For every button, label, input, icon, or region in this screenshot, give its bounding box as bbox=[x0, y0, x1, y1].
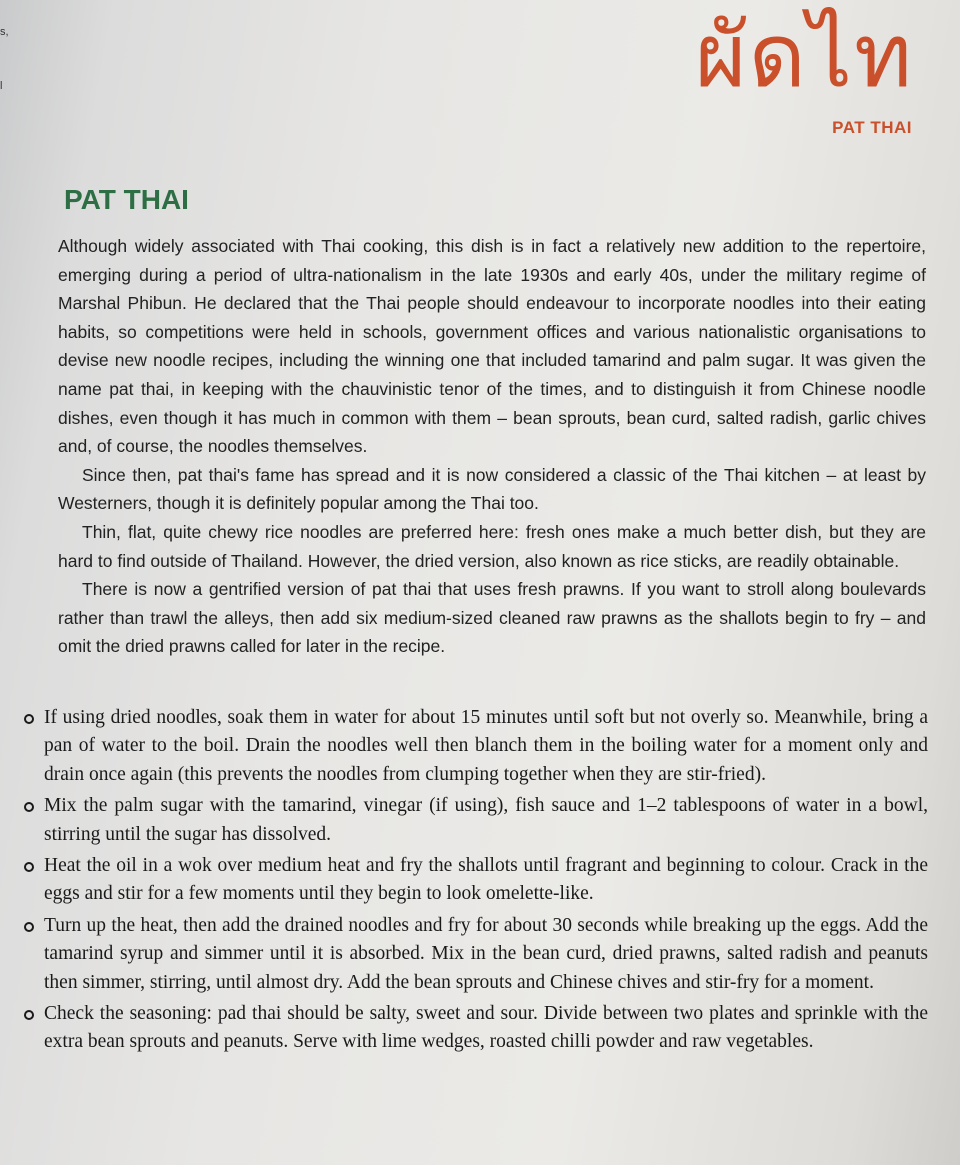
method-step bbox=[22, 792, 928, 849]
bullet-icon bbox=[24, 922, 34, 932]
method-steps bbox=[22, 704, 928, 1060]
bullet-icon bbox=[24, 714, 34, 724]
step-text: If using dried noodles, soak them in water for about 15 minutes until soft but not overly so. Meanwhile, bring a pan of water to the boil. Drain the noodles well then blanch them in the boiling water for a moment only and drain once again (this prevents the noodles from clumping together when they are stir-fried). bbox=[44, 707, 928, 785]
intro-paragraph: Since then, pat thai's fame has spread and it is now considered a classic of the Thai kitchen – at least by Westerners, though it is definitely popular among the Thai too. bbox=[58, 464, 926, 514]
recipe-introduction bbox=[58, 232, 926, 661]
method-step bbox=[22, 912, 928, 997]
method-step bbox=[22, 852, 928, 909]
step-text: Heat the oil in a wok over medium heat and fry the shallots until fragrant and beginning to colour. Crack in the eggs and stir for a few moments until they begin to look omelette-like. bbox=[44, 855, 928, 905]
step-text: Check the seasoning: pad thai should be salty, sweet and sour. Divide between two plates and sprinkle with the extra bean sprouts and peanuts. Serve with lime wedges, roasted chilli powder and raw vegetables. bbox=[44, 1003, 928, 1053]
thai-title: ผัดไท bbox=[695, 4, 914, 107]
method-step bbox=[22, 1000, 928, 1057]
recipe-title: PAT THAI bbox=[64, 184, 189, 215]
bullet-icon bbox=[24, 1010, 34, 1020]
bullet-icon bbox=[24, 862, 34, 872]
margin-fragment: l bbox=[0, 80, 3, 92]
method-step bbox=[22, 704, 928, 789]
intro-paragraph: Thin, flat, quite chewy rice noodles are preferred here: fresh ones make a much better dish, but they are hard to find outside of Thailand. However, the dried version, also known as rice sticks, are readily obtainable. bbox=[58, 521, 926, 571]
intro-paragraph: Although widely associated with Thai cooking, this dish is in fact a relatively new addition to the repertoire, emerging during a period of ultra-nationalism in the late 1930s and early 40s, under the military regime of Marshal Phibun. He declared that the Thai people should endeavour to incorporate noodles into their eating habits, so competitions were held in schools, government offices and various nationalistic organisations to devise new noodle recipes, including the winning one that included tamarind and palm sugar. It was given the name pat thai, in keeping with the chauvinistic tenor of the times, and to distinguish it from Chinese noodle dishes, even though it has much in common with them – bean sprouts, bean curd, salted radish, garlic chives and, of course, the noodles themselves. bbox=[58, 236, 926, 457]
bullet-icon bbox=[24, 802, 34, 812]
facing-page-margin bbox=[0, 0, 12, 120]
step-text: Turn up the heat, then add the drained noodles and fry for about 30 seconds while breaking up the eggs. Add the tamarind syrup and simmer until it is absorbed. Mix in the bean curd, dried prawns, salted radish and peanuts then simmer, stirring, until almost dry. Add the bean sprouts and Chinese chives and stir-fry for a moment. bbox=[44, 914, 928, 993]
step-text: Mix the palm sugar with the tamarind, vinegar (if using), fish sauce and 1–2 tablespoons of water in a bowl, stirring until the sugar has dissolved. bbox=[44, 795, 928, 845]
intro-paragraph: There is now a gentrified version of pat thai that uses fresh prawns. If you want to stroll along boulevards rather than trawl the alleys, then add six medium-sized cleaned raw prawns as the shallots begin to fry – and omit the dried prawns called for later in the recipe. bbox=[58, 579, 926, 657]
thai-title-translation: PAT THAI bbox=[832, 118, 912, 137]
margin-fragment: s, bbox=[0, 26, 9, 38]
